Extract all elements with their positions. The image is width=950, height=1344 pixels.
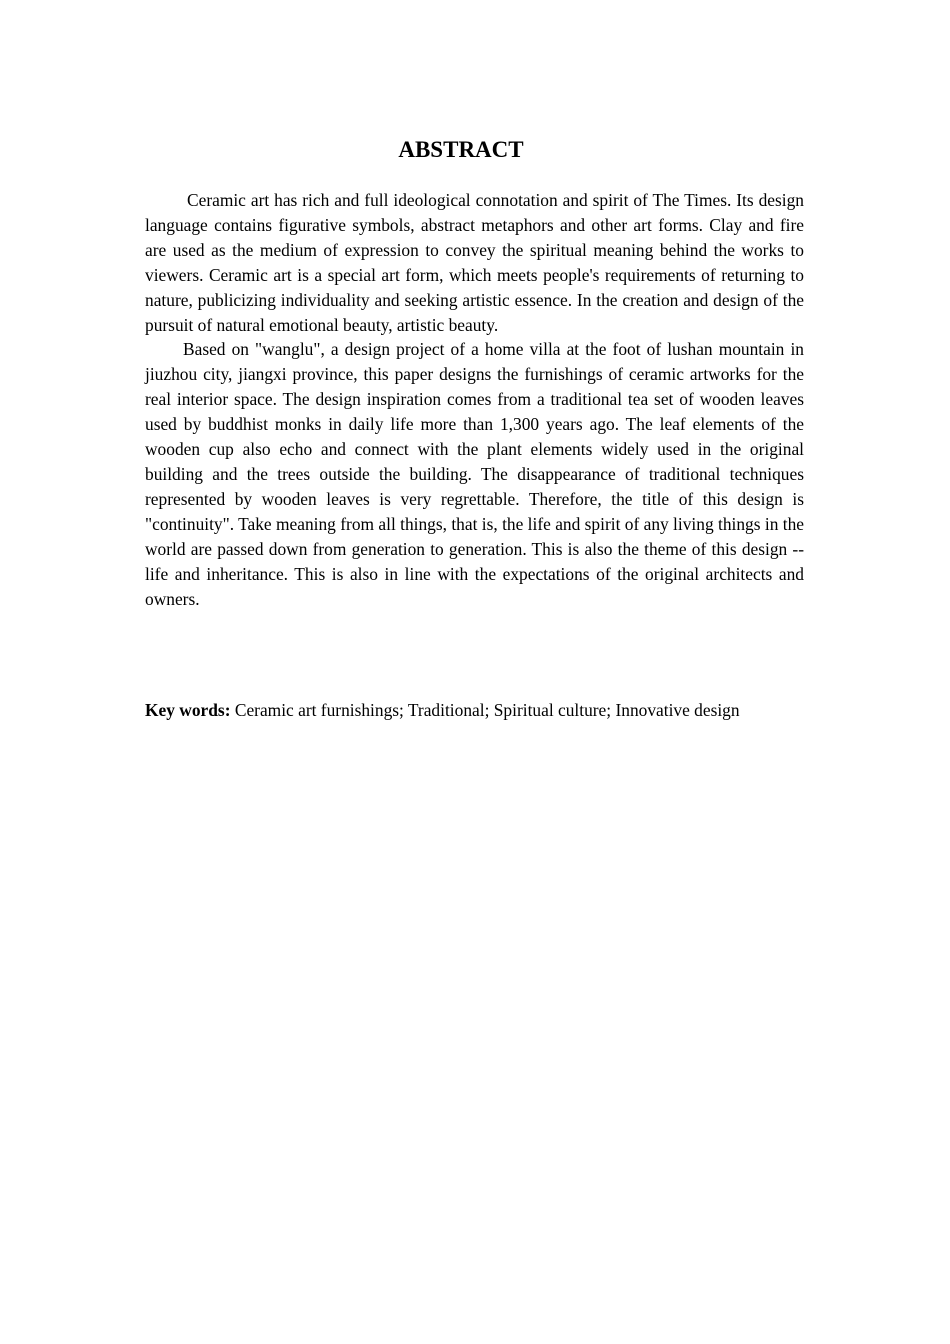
keywords-line <box>145 698 845 723</box>
abstract-paragraph-1: Ceramic art has rich and full ideological connotation and spirit of The Times. Its design language contains figurative symbols, abstract metaphors and other art forms. Clay and fire are used as the medium of expression to convey the spiritual meaning behind the works to viewers. Ceramic art is a special art form, which meets people's requirements of returning to nature, publicizing individuality and seeking artistic essence. In the creation and design of the pursuit of natural emotional beauty, artistic beauty. <box>145 190 804 335</box>
abstract-body <box>145 188 804 611</box>
keywords-text: Ceramic art furnishings; Traditional; Spiritual culture; Innovative design <box>230 700 740 720</box>
keywords-label: Key words: <box>145 700 231 720</box>
abstract-paragraph-2: Based on "wanglu", a design project of a home villa at the foot of lushan mountain in jiuzhou city, jiangxi province, this paper designs the furnishings of ceramic artworks for the real interior space. The design inspiration comes from a traditional tea set of wooden leaves used by buddhist monks in daily life more than 1,300 years ago. The leaf elements of the wooden cup also echo and connect with the plant elements widely used in the original building and the trees outside the building. The disappearance of traditional techniques represented by wooden leaves is very regrettable. Therefore, the title of this design is "continuity". Take meaning from all things, that is, the life and spirit of any living things in the world are passed down from generation to generation. This is also the theme of this design -- life and inheritance. This is also in line with the expectations of the original architects and owners. <box>145 339 804 609</box>
abstract-title: ABSTRACT <box>398 137 524 162</box>
